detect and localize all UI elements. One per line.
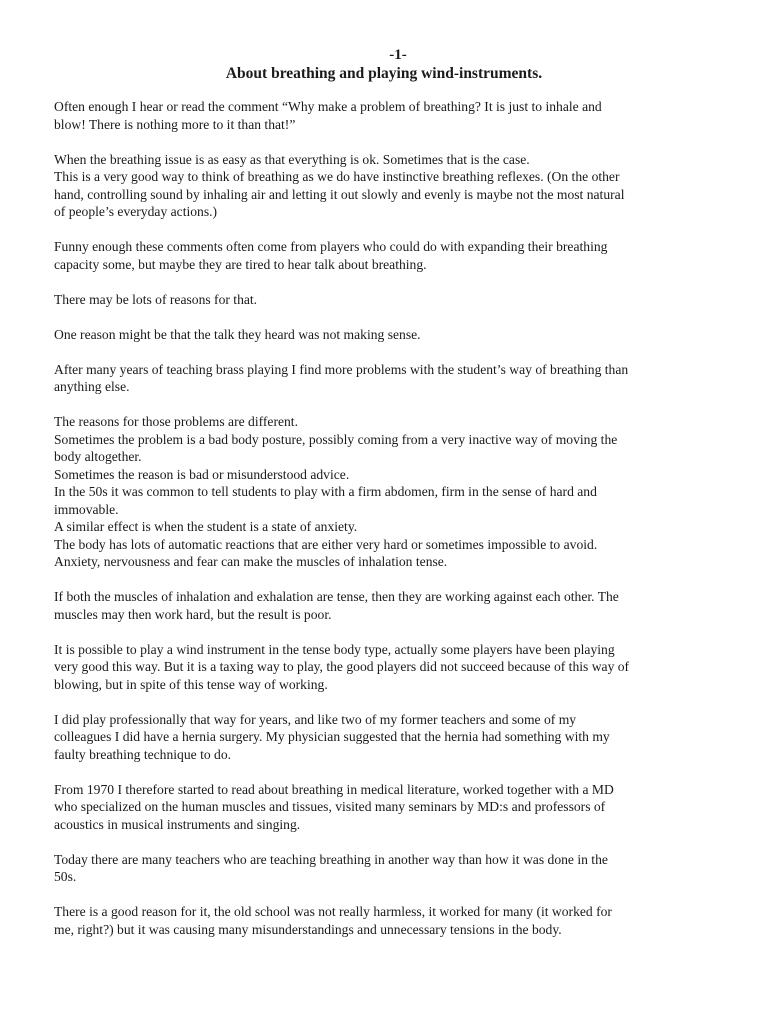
- paragraph: [54, 903, 714, 938]
- text-line: Today there are many teachers who are teaching breathing in another way than how it was done in the: [54, 851, 608, 867]
- text-line: me, right?) but it was causing many misunderstandings and unnecessary tensions in the body.: [54, 921, 562, 937]
- text-line: Sometimes the problem is a bad body posture, possibly coming from a very inactive way of moving the: [54, 431, 618, 447]
- document-title: About breathing and playing wind-instruments.: [225, 65, 543, 82]
- text-line: muscles may then work hard, but the result is poor.: [54, 606, 332, 622]
- text-line: colleagues I did have a hernia surgery. My physician suggested that the hernia had something with my: [54, 729, 610, 744]
- page-number: -1-: [389, 47, 407, 63]
- text-line: who specialized on the human muscles and tissues, visited many seminars by MD:s and professors of: [54, 799, 606, 814]
- text-line: capacity some, but maybe they are tired to hear talk about breathing.: [54, 256, 427, 272]
- text-line: In the 50s it was common to tell students to play with a firm abdomen, firm in the sense of hard and: [54, 484, 597, 499]
- paragraph: [54, 711, 714, 764]
- text-line: Anxiety, nervousness and fear can make the muscles of inhalation tense.: [54, 554, 448, 569]
- text-line: After many years of teaching brass playing I find more problems with the student’s way of breathing than: [54, 361, 629, 377]
- paragraph: [54, 151, 714, 221]
- text-line: It is possible to play a wind instrument in the tense body type, actually some players have been playing: [54, 641, 615, 657]
- text-line: blow! There is nothing more to it than that!”: [54, 116, 296, 132]
- text-line: If both the muscles of inhalation and exhalation are tense, then they are working against each other. The: [54, 589, 619, 604]
- document-page: [54, 46, 714, 956]
- text-line: hand, controlling sound by inhaling air and letting it out slowly and evenly is maybe not the most natural: [54, 186, 625, 202]
- text-line: very good this way. But it is a taxing way to play, the good players did not succeed because of this way of: [54, 659, 630, 674]
- text-line: of people’s everyday actions.): [54, 204, 218, 219]
- text-line: 50s.: [54, 869, 77, 884]
- paragraph: [54, 413, 714, 571]
- text-line: faulty breathing technique to do.: [54, 746, 232, 762]
- text-line: anything else.: [54, 379, 130, 394]
- text-line: A similar effect is when the student is a state of anxiety.: [54, 519, 358, 534]
- paragraph: [54, 781, 714, 834]
- paragraph: [54, 326, 714, 344]
- text-line: blowing, but in spite of this tense way of working.: [54, 676, 328, 692]
- paragraph: [54, 851, 714, 886]
- paragraph: [54, 641, 714, 694]
- paragraph: [54, 98, 714, 133]
- paragraph: [54, 588, 714, 623]
- text-line: The body has lots of automatic reactions that are either very hard or sometimes impossible to avoid.: [54, 536, 598, 552]
- text-line: immovable.: [54, 501, 119, 517]
- text-line: Funny enough these comments often come from players who could do with expanding their breathing: [54, 239, 608, 254]
- text-line: There is a good reason for it, the old school was not really harmless, it worked for many (it worked for: [54, 904, 612, 919]
- text-line: acoustics in musical instruments and singing.: [54, 816, 301, 832]
- paragraph: [54, 291, 714, 309]
- text-line: When the breathing issue is as easy as that everything is ok. Sometimes that is the case.: [54, 151, 530, 167]
- text-line: body altogether.: [54, 449, 142, 464]
- paragraph: [54, 361, 714, 396]
- text-line: This is a very good way to think of breathing as we do have instinctive breathing reflexes. (On the other: [54, 169, 620, 184]
- text-line: There may be lots of reasons for that.: [54, 291, 258, 307]
- text-line: I did play professionally that way for years, and like two of my former teachers and some of my: [54, 711, 577, 727]
- text-line: One reason might be that the talk they heard was not making sense.: [54, 326, 421, 342]
- document-body: [54, 98, 714, 938]
- text-line: The reasons for those problems are different.: [54, 414, 298, 429]
- paragraph: [54, 238, 714, 273]
- text-line: From 1970 I therefore started to read about breathing in medical literature, worked together with a MD: [54, 781, 614, 797]
- text-line: Sometimes the reason is bad or misunderstood advice.: [54, 466, 350, 482]
- text-line: Often enough I hear or read the comment “Why make a problem of breathing? It is just to inhale and: [54, 99, 602, 114]
